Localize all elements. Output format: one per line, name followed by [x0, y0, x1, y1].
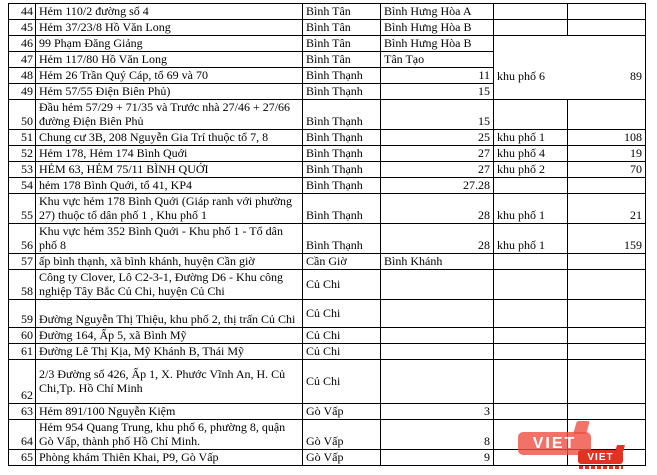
row-number-cell: 63: [9, 404, 36, 420]
watermark-caption: [579, 466, 623, 469]
ward-cell: 28: [381, 194, 494, 224]
table-row: [9, 178, 646, 194]
khupho-cell: [494, 178, 568, 194]
khupho-cell: khu phố 2: [494, 162, 568, 178]
table-row: [9, 130, 646, 146]
address-cell: Hẻm 57/55 Điện Biên Phủ): [36, 84, 303, 100]
ward-cell: Tân Tạo: [381, 52, 494, 68]
count-cell: [568, 4, 646, 20]
ward-cell: [381, 328, 494, 344]
ward-cell: 9: [381, 450, 494, 466]
khupho-cell: [494, 360, 568, 404]
ward-cell: [381, 270, 494, 300]
row-number-cell: 46: [9, 36, 36, 52]
ward-cell: 27: [381, 162, 494, 178]
table-row: [9, 224, 646, 254]
table-row: [9, 270, 646, 300]
khupho-cell: khu phố 4: [494, 146, 568, 162]
district-cell: Cần Giờ: [303, 254, 381, 270]
ward-cell: 28: [381, 224, 494, 254]
khupho-cell: [494, 254, 568, 270]
table-row: [9, 344, 646, 360]
district-cell: Củ Chi: [303, 360, 381, 404]
address-cell: HẺM 63, HẺM 75/11 BÌNH QUỚI: [36, 162, 303, 178]
district-cell: Bình Thạnh: [303, 84, 381, 100]
row-number-cell: 44: [9, 4, 36, 20]
ward-cell: 11: [381, 68, 494, 84]
row-number-cell: 56: [9, 224, 36, 254]
district-cell: Củ Chi: [303, 300, 381, 328]
district-cell: Bình Thạnh: [303, 224, 381, 254]
row-number-cell: 48: [9, 68, 36, 84]
district-cell: Bình Thạnh: [303, 130, 381, 146]
count-cell: [568, 178, 646, 194]
khupho-cell: [494, 270, 568, 300]
count-cell: [568, 270, 646, 300]
row-number-cell: 65: [9, 450, 36, 466]
khupho-cell: [494, 300, 568, 328]
district-cell: Bình Tân: [303, 4, 381, 20]
table-row: [9, 328, 646, 344]
table-row: [9, 146, 646, 162]
count-cell: [568, 344, 646, 360]
address-cell: 99 Phạm Đăng Giảng: [36, 36, 303, 52]
row-number-cell: 55: [9, 194, 36, 224]
address-table-body: [9, 4, 646, 466]
address-cell: Hẻm 891/100 Nguyễn Kiệm: [36, 404, 303, 420]
ward-cell: 8: [381, 420, 494, 450]
khupho-value: khu phố 6: [497, 69, 545, 83]
khupho-cell: [494, 344, 568, 360]
watermark-logo-small-text: VIET: [587, 451, 614, 463]
address-cell: Hẻm 37/23/8 Hồ Văn Long: [36, 20, 303, 36]
district-cell: Bình Thạnh: [303, 178, 381, 194]
address-cell: Hẻm 954 Quang Trung, khu phố 6, phường 8, quận Gò Vấp, thành phố Hồ Chí Minh.: [36, 420, 303, 450]
address-table: [8, 3, 646, 466]
address-table-sheet: [8, 3, 646, 466]
row-number-cell: 52: [9, 146, 36, 162]
district-cell: Gò Vấp: [303, 450, 381, 466]
count-cell: [568, 20, 646, 36]
address-cell: Đường Nguyễn Thị Thiệu, khu phố 2, thị trấn Củ Chi: [36, 300, 303, 328]
khupho-cell: khu phố 1: [494, 194, 568, 224]
row-number-cell: 53: [9, 162, 36, 178]
address-cell: Hẻm 178, Hẻm 174 Bình Quới: [36, 146, 303, 162]
khupho-cell: [494, 328, 568, 344]
table-row: [9, 360, 646, 404]
row-number-cell: 50: [9, 100, 36, 130]
district-cell: Bình Thạnh: [303, 100, 381, 130]
count-cell: 159: [568, 224, 646, 254]
ward-cell: [381, 300, 494, 328]
khupho-cell: [494, 20, 568, 36]
district-cell: Củ Chi: [303, 270, 381, 300]
count-value: 89: [630, 69, 642, 83]
khupho-cell: [494, 100, 568, 130]
table-row: [9, 20, 646, 36]
address-cell: Công ty Clover, Lô C2-3-1, Đường D6 - Khu công nghiệp Tây Bắc Củ Chi, huyện Củ Chi: [36, 270, 303, 300]
district-cell: Bình Tân: [303, 36, 381, 52]
ward-cell: Bình Hưng Hòa A: [381, 4, 494, 20]
address-cell: hẻm 178 Bình Quới, tổ 41, KP4: [36, 178, 303, 194]
ward-cell: Bình Khánh: [381, 254, 494, 270]
table-row: [9, 100, 646, 130]
address-cell: Hẻm 117/80 Hồ Văn Long: [36, 52, 303, 68]
row-number-cell: 51: [9, 130, 36, 146]
district-cell: Bình Thạnh: [303, 194, 381, 224]
table-row: [9, 4, 646, 20]
district-cell: Bình Thạnh: [303, 68, 381, 84]
count-cell: [568, 254, 646, 270]
row-number-cell: 58: [9, 270, 36, 300]
address-cell: Hẻm 110/2 đường số 4: [36, 4, 303, 20]
ward-cell: [381, 344, 494, 360]
ward-cell: Bình Hưng Hòa B: [381, 20, 494, 36]
ward-cell: 15: [381, 100, 494, 130]
khupho-cell: [494, 4, 568, 20]
ward-cell: 25: [381, 130, 494, 146]
khupho-count-merged-cell: [494, 36, 646, 100]
count-cell: [568, 100, 646, 130]
watermark-logo-small: [578, 450, 623, 464]
address-cell: Đầu hẻm 57/29 + 71/35 và Trước nhà 27/46 + 27/66 đường Điện Biên Phủ: [36, 100, 303, 130]
count-cell: [568, 300, 646, 328]
row-number-cell: 57: [9, 254, 36, 270]
count-cell: [568, 360, 646, 404]
table-row: [9, 254, 646, 270]
district-cell: Gò Vấp: [303, 420, 381, 450]
district-cell: Bình Tân: [303, 20, 381, 36]
ward-cell: 27: [381, 146, 494, 162]
row-number-cell: 61: [9, 344, 36, 360]
ward-cell: 27.28: [381, 178, 494, 194]
row-number-cell: 64: [9, 420, 36, 450]
district-cell: Củ Chi: [303, 328, 381, 344]
row-number-cell: 62: [9, 360, 36, 404]
khupho-cell: [494, 404, 568, 420]
ward-cell: 15: [381, 84, 494, 100]
row-number-cell: 47: [9, 52, 36, 68]
khupho-cell: khu phố 1: [494, 224, 568, 254]
row-number-cell: 49: [9, 84, 36, 100]
watermark-logo-text: VIET: [532, 434, 577, 452]
row-number-cell: 45: [9, 20, 36, 36]
table-row: [9, 36, 646, 52]
count-cell: 70: [568, 162, 646, 178]
district-cell: Bình Thạnh: [303, 162, 381, 178]
district-cell: Củ Chi: [303, 344, 381, 360]
district-cell: Bình Thạnh: [303, 146, 381, 162]
ward-cell: Bình Hưng Hòa B: [381, 36, 494, 52]
address-cell: Đường 164, Ấp 5, xã Bình Mỹ: [36, 328, 303, 344]
count-cell: [568, 328, 646, 344]
count-cell: 19: [568, 146, 646, 162]
count-cell: [568, 404, 646, 420]
row-number-cell: 59: [9, 300, 36, 328]
table-row: [9, 194, 646, 224]
address-cell: Hẻm 26 Trần Quý Cáp, tổ 69 và 70: [36, 68, 303, 84]
row-number-cell: 60: [9, 328, 36, 344]
address-cell: Khu vực hẻm 352 Bình Quới - Khu phố 1 - Tổ dân phố 8: [36, 224, 303, 254]
district-cell: Bình Tân: [303, 52, 381, 68]
address-cell: Đường Lê Thị Kịa, Mỹ Khánh B, Thái Mỹ: [36, 344, 303, 360]
ward-cell: [381, 360, 494, 404]
row-number-cell: 54: [9, 178, 36, 194]
address-cell: Chung cư 3B, 208 Nguyễn Gia Trí thuộc tổ 7, 8: [36, 130, 303, 146]
ward-cell: 3: [381, 404, 494, 420]
count-cell: 21: [568, 194, 646, 224]
table-row: [9, 162, 646, 178]
district-cell: Gò Vấp: [303, 404, 381, 420]
table-row: [9, 404, 646, 420]
count-cell: 108: [568, 130, 646, 146]
address-cell: ấp bình thạnh, xã bình khánh, huyện Cần giờ: [36, 254, 303, 270]
address-cell: Phòng khám Thiên Khai, P9, Gò Vấp: [36, 450, 303, 466]
address-cell: 2/3 Đường số 426, Ấp 1, X. Phước Vĩnh An, H. Củ Chi,Tp. Hồ Chí Minh: [36, 360, 303, 404]
khupho-cell: khu phố 1: [494, 130, 568, 146]
table-row: [9, 300, 646, 328]
address-cell: Khu vực hẻm 178 Bình Quới (Giáp ranh với phường 27) thuộc tổ dân phố 1 , Khu phố 1: [36, 194, 303, 224]
